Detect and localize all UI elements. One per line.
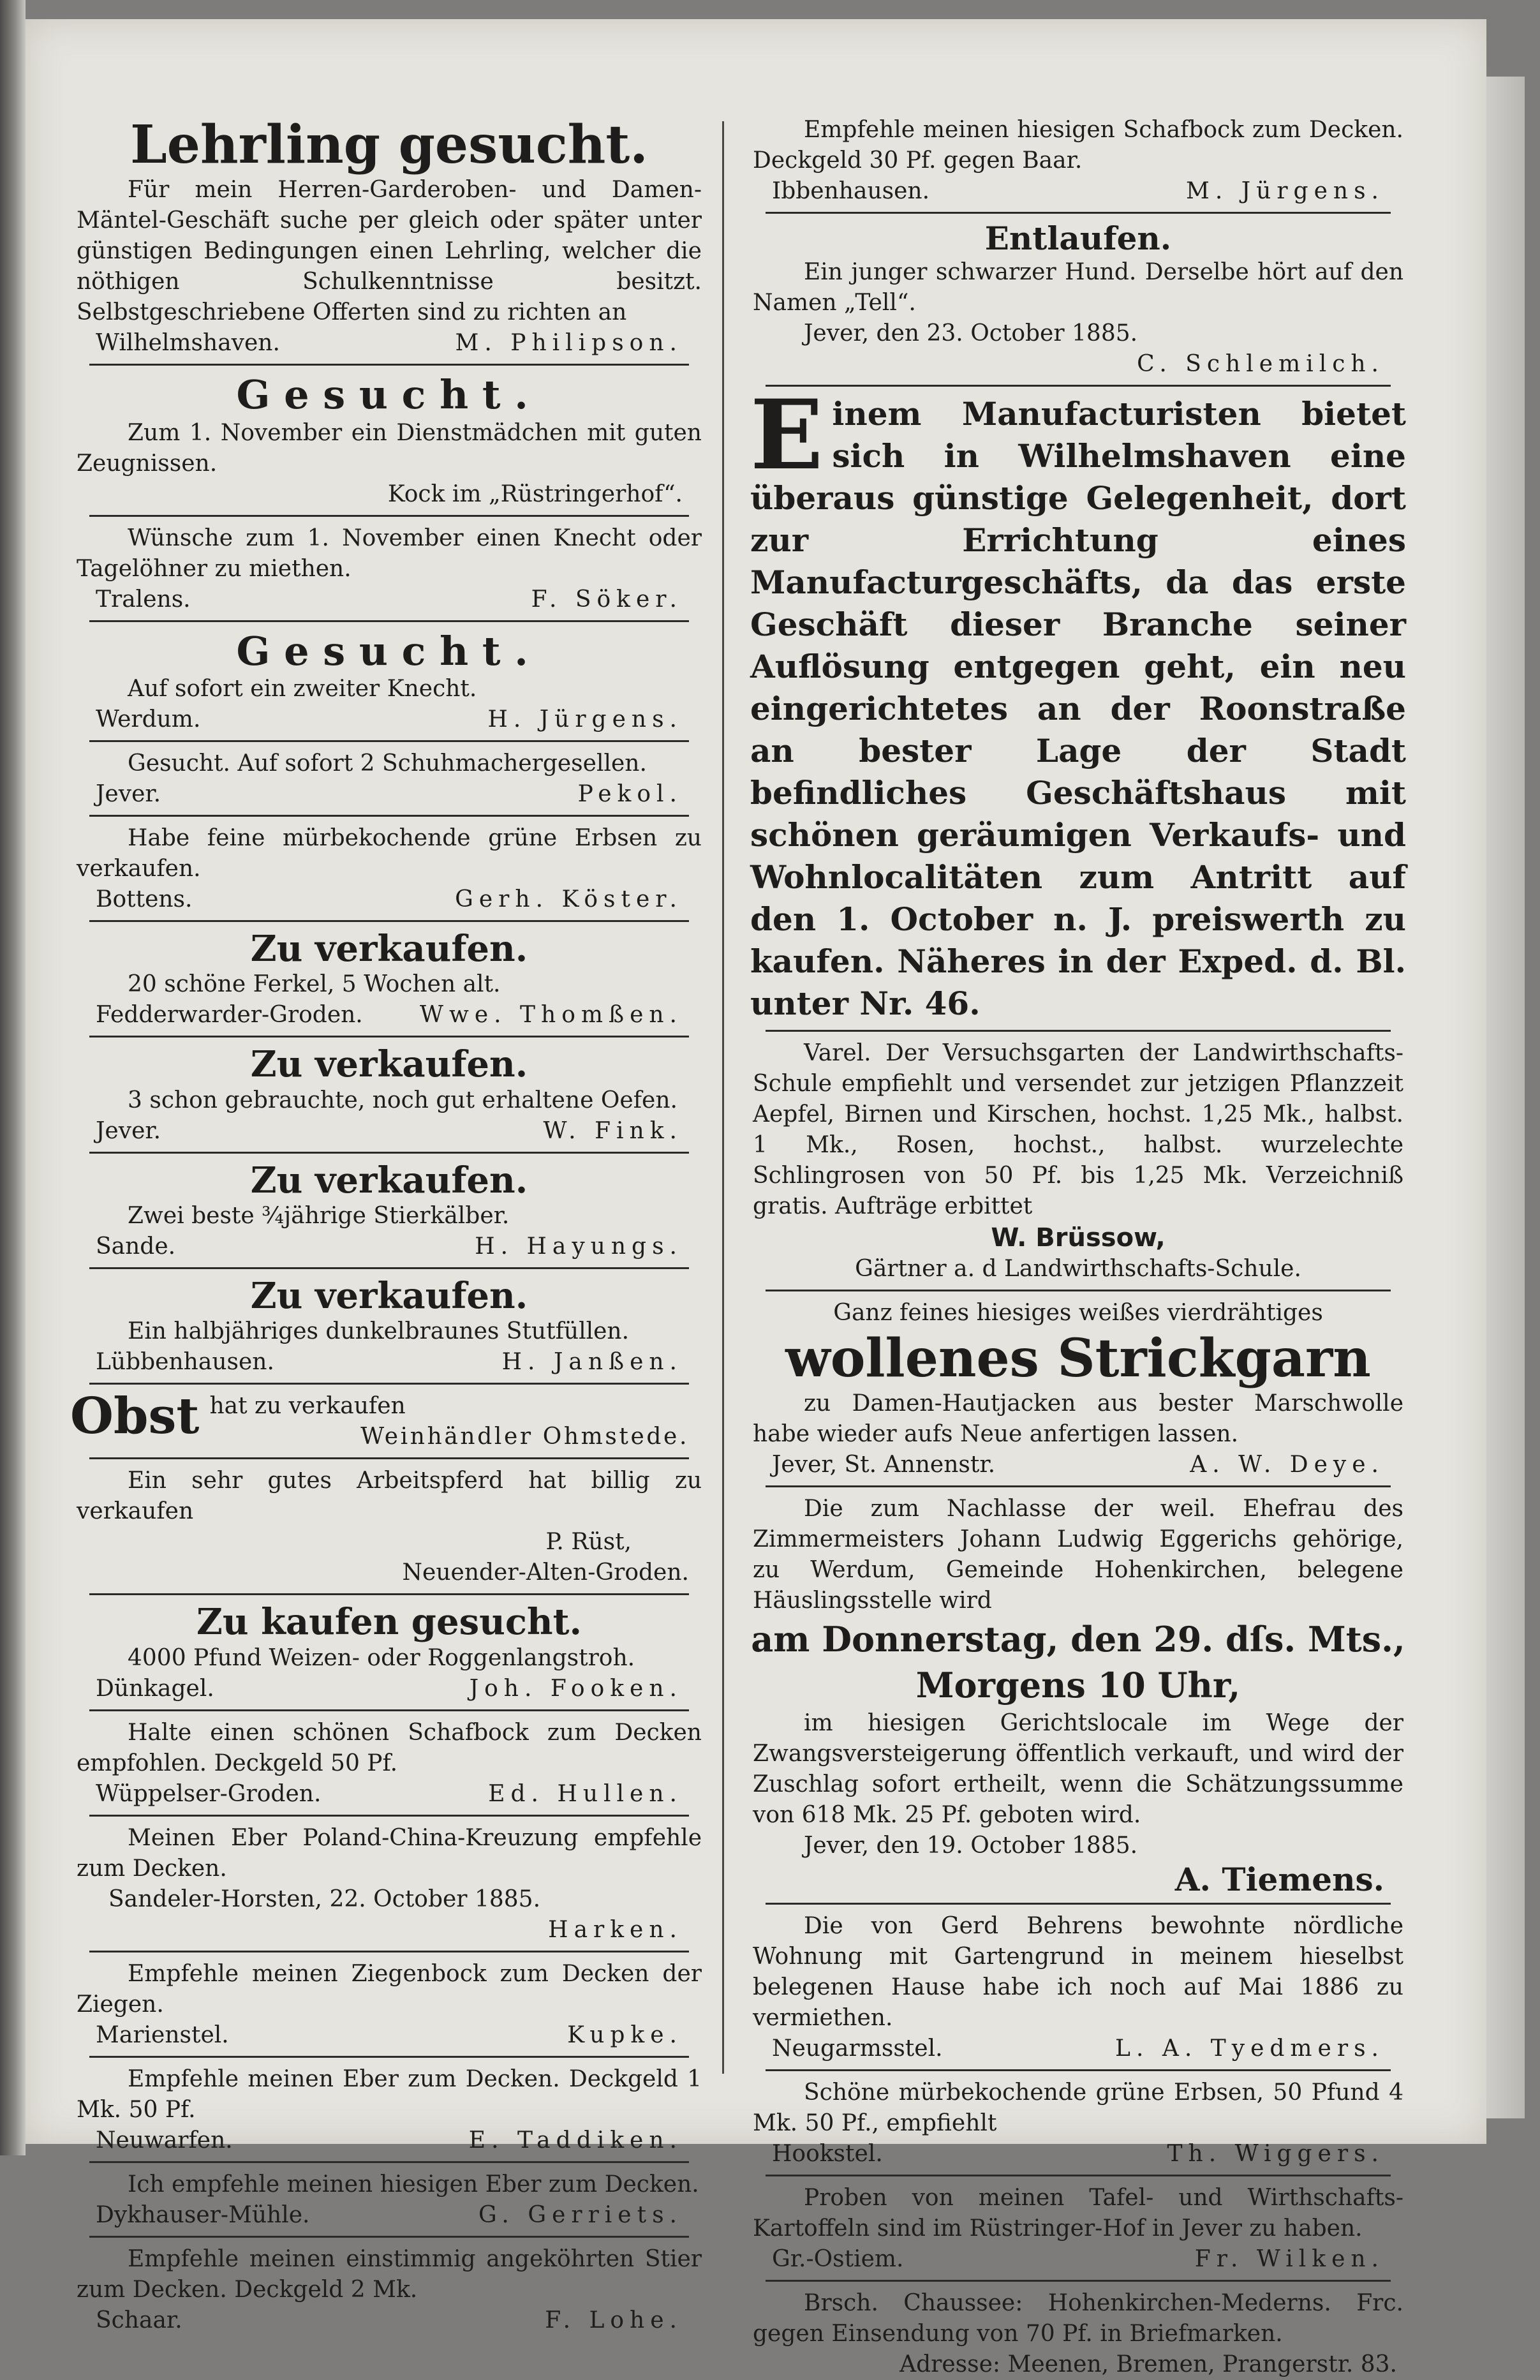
ad-signature: Harken. <box>548 1916 683 1943</box>
ad-place: Bottens. <box>96 886 193 912</box>
ad-signature: W. Brüssow, <box>991 1223 1166 1253</box>
ad-place: Neuender-Alten-Groden. <box>402 1559 689 1586</box>
ad-text: Varel. Der Versuchsgarten der Landwirthschafts-Schule empfiehlt und versendet zur jetzigen Pflanzzeit Aepfel, Birnen und Kirschen, hochst. 1,25 Mk., halbst. 1 Mk., Rosen, hochst., halbst. wurzelechte Schlingrosen von 50 Pf. bis 1,25 Mk. Verzeichniß gratis. Aufträge erbittet <box>753 1039 1403 1219</box>
separator-rule <box>89 2056 689 2058</box>
ad-text: Schöne mürbekochende grüne Erbsen, 50 Pfund 4 Mk. 50 Pf., empfiehlt <box>753 2079 1403 2137</box>
ad-text: hat zu verkaufen <box>209 1393 406 1420</box>
ad-heading: Zu verkaufen. <box>250 1043 528 1086</box>
ad-schafbock-juergens <box>746 115 1410 207</box>
ad-text: zu Damen-Hautjacken aus bester Marschwolle habe wieder aufs Neue anfertigen lassen. <box>753 1390 1403 1447</box>
ad-signature: A. W. Deye. <box>1190 1451 1384 1478</box>
ad-place: Marienstel. <box>96 2021 229 2048</box>
ad-versuchsgarten <box>746 1038 1410 1284</box>
ad-signature-title: Gärtner a. d Landwirthschafts-Schule. <box>855 1255 1301 1282</box>
ad-text: Für mein Herren-Garderoben- und Damen-Mäntel-Geschäft suche per gleich oder später unter günstigen Bedingungen einen Lehrling, welcher die nöthigen Schulkenntnisse besitzt. Selbstgeschriebene Offerten sind zu richten an <box>77 177 702 326</box>
ad-signature: H. Janßen. <box>501 1349 683 1376</box>
ad-kartoffeln <box>746 2183 1410 2275</box>
ad-text: Die zum Nachlasse der weil. Ehefrau des Zimmermeisters Johann Ludwig Eggerichs gehörige, zu Werdum, Gemeinde Hohenkirchen, belegene Häuslingsstelle wird <box>753 1495 1403 1614</box>
ad-text: Ein sehr gutes Arbeitspferd hat billig zu verkaufen <box>77 1468 702 1525</box>
ad-footer <box>96 704 683 735</box>
ad-signature: Kupke. <box>567 2021 683 2048</box>
ad-place: Wüppelser-Groden. <box>96 1780 322 1807</box>
ad-footer <box>772 2034 1384 2064</box>
ad-signature: F. Söker. <box>531 586 683 613</box>
ad-date-line: am Donnerstag, den 29. dſs. Mts., <box>751 1618 1405 1660</box>
ad-entlaufen <box>746 220 1410 380</box>
ad-signature: P. Rüst, <box>545 1529 632 1556</box>
ad-text: im hiesigen Gerichtslocale im Wege der Zwangsversteigerung öffentlich verkauft, und wird der Zuschlag sofort ertheilt, wenn die Schätzungssumme von 618 Mk. 25 Pf. geboten wird. <box>753 1709 1403 1828</box>
ad-text: 3 schon gebrauchte, noch gut erhaltene Oefen. <box>128 1087 677 1113</box>
ad-heading: Zu kaufen gesucht. <box>196 1601 582 1644</box>
column-divider <box>722 121 724 2074</box>
ad-text-block <box>750 378 1406 1025</box>
ad-footer <box>96 1347 683 1378</box>
ad-signature: Fr. Wilken. <box>1194 2246 1384 2273</box>
ad-place: Tralens. <box>96 586 191 613</box>
ad-erbsen-wiggers <box>746 2078 1410 2169</box>
ad-footer <box>772 1450 1384 1480</box>
ad-arbeitspferd <box>70 1466 708 1588</box>
ad-place: Sande. <box>96 1233 176 1260</box>
ad-signature: H. Hayungs. <box>475 1233 683 1260</box>
ad-place: Neugarmsstel. <box>772 2035 943 2062</box>
ad-text: Ein junger schwarzer Hund. Derselbe hört auf den Namen „Tell“. <box>753 258 1403 316</box>
separator-rule <box>89 1709 689 1711</box>
ad-text: Zum 1. November ein Dienstmädchen mit guten Zeugnissen. <box>77 419 702 477</box>
ad-place: Dünkagel. <box>96 1675 214 1702</box>
ad-text: Empfehle meinen Ziegenbock zum Decken der Ziegen. <box>77 1960 702 2018</box>
separator-rule <box>89 1951 689 1952</box>
ad-place: Neuwarfen. <box>96 2127 233 2153</box>
separator-rule <box>89 364 689 366</box>
ad-signature: Wwe. Thomßen. <box>420 1002 683 1029</box>
ad-footer <box>96 1116 683 1147</box>
ad-signature: F. Lohe. <box>545 2307 683 2333</box>
ad-footer <box>96 884 683 915</box>
separator-rule <box>89 1152 689 1154</box>
ad-text: Auf sofort ein zweiter Knecht. <box>128 675 477 702</box>
ad-heading: Obst <box>70 1387 200 1446</box>
ad-heading: Zu verkaufen. <box>250 927 528 970</box>
separator-rule <box>89 1815 689 1817</box>
separator-rule <box>89 2236 689 2238</box>
ad-signature: Ed. Hullen. <box>488 1780 683 1807</box>
ad-gesucht-knecht <box>70 628 708 735</box>
ad-text: Proben von meinen Tafel- und Wirthschafts-Kartoffeln sind im Rüstringer-Hof in Jever zu haben. <box>753 2185 1403 2242</box>
separator-rule <box>89 620 689 622</box>
right-column <box>746 115 1410 2380</box>
ad-date: Jever, den 23. October 1885. <box>804 320 1138 346</box>
separator-rule <box>766 2280 1391 2282</box>
separator-rule <box>89 1267 689 1269</box>
ad-footer <box>96 2200 683 2231</box>
ad-signature: M. Philipson. <box>455 330 683 357</box>
ad-wohnung <box>746 1911 1410 2064</box>
ad-text: Die von Gerd Behrens bewohnte nördliche Wohnung mit Gartengrund in meinem hieselbst belegenen Hause habe ich noch auf Mai 1886 zu vermiethen. <box>753 1913 1403 2032</box>
ad-time-line: Morgens 10 Uhr, <box>915 1664 1241 1706</box>
ad-signature: Th. Wiggers. <box>1167 2141 1384 2168</box>
ad-text: 20 schöne Ferkel, 5 Wochen alt. <box>128 971 501 998</box>
ad-kaufen-gesucht <box>70 1602 708 1704</box>
ad-footer <box>772 2139 1384 2169</box>
ad-date: Sandeler-Horsten, 22. October 1885. <box>108 1885 541 1912</box>
ad-footer <box>96 2125 683 2156</box>
ad-signature: L. A. Tyedmers. <box>1115 2035 1384 2062</box>
page-edge <box>1486 77 1525 2118</box>
ad-footer <box>772 2244 1384 2275</box>
ad-place: Hookstel. <box>772 2141 883 2168</box>
ad-place: Fedderwarder-Groden. <box>96 1002 363 1029</box>
separator-rule <box>766 1903 1391 1905</box>
ad-place: Jever, St. Annenstr. <box>772 1451 996 1478</box>
ad-chaussee <box>746 2288 1410 2380</box>
separator-rule <box>766 2175 1391 2176</box>
separator-rule <box>89 515 689 517</box>
ad-heading: Entlaufen. <box>984 219 1172 257</box>
ad-heading: Zu verkaufen. <box>250 1159 528 1201</box>
ad-signature: W. Fink. <box>543 1117 683 1144</box>
ad-text: Ein halbjähriges dunkelbraunes Stutfüllen. <box>128 1318 630 1345</box>
ad-intro: Ganz feines hiesiges weißes vierdrähtiges <box>833 1299 1323 1326</box>
ad-place: Werdum. <box>96 706 201 733</box>
ad-text: Ich empfehle meinen hiesigen Eber zum Decken. <box>128 2171 699 2198</box>
ad-text: Empfehle meinen hiesigen Schafbock zum Decken. Deckgeld 30 Pf. gegen Baar. <box>753 117 1403 174</box>
left-column <box>70 115 708 2336</box>
ad-eber-harken <box>70 1823 708 1945</box>
ad-strickgarn <box>746 1298 1410 1480</box>
ad-heading: Gesucht. <box>236 627 542 674</box>
ad-dropcap: E <box>750 378 824 491</box>
ad-text: 4000 Pfund Weizen- oder Roggenlangstroh. <box>128 1644 635 1671</box>
separator-rule <box>89 1036 689 1038</box>
ad-zwangsversteigerung <box>746 1494 1410 1898</box>
ad-heading: Gesucht. <box>236 371 542 419</box>
ad-signature: G. Gerriets. <box>478 2201 683 2228</box>
ad-signature: C. Schlemilch. <box>1137 350 1384 377</box>
ad-footer <box>96 1231 683 1262</box>
separator-rule <box>766 212 1391 214</box>
ad-signature: Pekol. <box>577 780 683 807</box>
separator-rule <box>89 740 689 742</box>
ad-text: Empfehle meinen einstimmig angeköhrten Stier zum Decken. Deckgeld 2 Mk. <box>77 2245 702 2303</box>
ad-ziegenbock <box>70 1959 708 2051</box>
ad-text: Empfehle meinen Eber zum Decken. Deckgeld 1 Mk. 50 Pf. <box>77 2065 702 2123</box>
ad-signature: A. Tiemens. <box>1174 1860 1384 1898</box>
ad-footer <box>96 584 683 615</box>
ad-verkaufen-stierkaelber <box>70 1160 708 1262</box>
ad-verkaufen-stutfuellen <box>70 1276 708 1378</box>
ad-gesucht-dienstmaedchen <box>70 372 708 509</box>
ad-place: Gr.-Ostiem. <box>772 2246 904 2273</box>
ad-eber-gerriets <box>70 2169 708 2231</box>
ad-signature: E. Taddiken. <box>468 2127 683 2153</box>
newspaper-page <box>26 19 1486 2378</box>
ad-knecht-tageloehner <box>70 523 708 615</box>
separator-rule <box>766 385 1391 387</box>
ad-signature: M. Jürgens. <box>1185 178 1384 204</box>
ad-verkaufen-ferkel <box>70 928 708 1030</box>
ad-stier-lohe <box>70 2244 708 2336</box>
ad-text: Meinen Eber Poland-China-Kreuzung empfehle zum Decken. <box>77 1824 702 1882</box>
ad-heading: Zu verkaufen. <box>250 1275 528 1318</box>
separator-rule <box>766 2069 1391 2071</box>
ad-signature: Gerh. Köster. <box>455 886 683 912</box>
separator-rule <box>89 920 689 922</box>
ad-manufacturist <box>746 378 1410 1025</box>
ad-text: Habe feine mürbekochende grüne Erbsen zu verkaufen. <box>77 824 702 882</box>
separator-rule <box>766 1030 1391 1032</box>
ad-footer <box>96 2305 683 2336</box>
separator-rule <box>766 1485 1391 1487</box>
ad-address: Adresse: Meenen, Bremen, Prangerstr. 83. <box>900 2351 1397 2378</box>
ad-text: Gesucht. Auf sofort 2 Schuhmachergesellen. <box>128 750 647 777</box>
ad-heading: wollenes Strickgarn <box>785 1327 1371 1389</box>
ad-text: Halte einen schönen Schafbock zum Decken empfohlen. Deckgeld 50 Pf. <box>77 1719 702 1776</box>
ad-place: Jever. <box>96 780 161 807</box>
separator-rule <box>766 1290 1391 1291</box>
ad-schuhmachergesellen <box>70 748 708 810</box>
ad-erbsen-bottens <box>70 823 708 915</box>
ad-text: Wünsche zum 1. November einen Knecht oder Tagelöhner zu miethen. <box>77 524 702 582</box>
ad-text: inem Manufacturisten bietet sich in Wilhelmshaven eine überaus günstige Gelegenheit, dort zur Errichtung eines Manufacturgeschäfts, da das erste Geschäft dieser Branche seiner Auflösung entgegen geht, ein neu eingerichtetes an der Roonstraße an bester Lage der Stadt befindliches Geschäftshaus mit schönen geräumigen Verkaufs- und Wohnlocalitäten zum Antritt auf den 1. October n. J. preiswerth zu kaufen. Näheres in der Exped. d. Bl. unter Nr. 46. <box>750 394 1406 1022</box>
ad-place: Ibbenhausen. <box>772 178 930 204</box>
ad-date: Jever, den 19. October 1885. <box>804 1832 1138 1859</box>
ad-lehrling-gesucht <box>70 115 708 359</box>
ad-place: Jever. <box>96 1117 161 1144</box>
ad-signature: Weinhändler Ohmstede. <box>360 1424 689 1450</box>
ad-footer <box>96 779 683 810</box>
ad-signature: Kock im „Rüstringerhof“. <box>387 480 683 507</box>
ad-text: Brsch. Chaussee: Hohenkirchen-Mederns. Frc. gegen Einsendung von 70 Pf. in Briefmarken. <box>753 2290 1403 2347</box>
ad-footer <box>96 1779 683 1810</box>
separator-rule <box>89 1383 689 1385</box>
ad-schafbock-hullen <box>70 1718 708 1810</box>
ad-text-block <box>209 1391 708 1452</box>
ad-signature: Joh. Fooken. <box>469 1675 683 1702</box>
separator-rule <box>89 815 689 817</box>
ad-place: Wilhelmshaven. <box>96 330 280 357</box>
separator-rule <box>89 1457 689 1459</box>
separator-rule <box>89 1593 689 1595</box>
ad-heading: Lehrling gesucht. <box>130 114 648 175</box>
ad-footer <box>96 1674 683 1704</box>
ad-place: Schaar. <box>96 2307 182 2333</box>
ad-footer <box>96 1000 683 1030</box>
ad-obst <box>70 1387 708 1452</box>
ad-eber-taddiken <box>70 2064 708 2156</box>
ad-footer <box>96 328 683 359</box>
ad-text: Zwei beste ¾jährige Stierkälber. <box>128 1203 510 1230</box>
ad-place: Dykhauser-Mühle. <box>96 2201 310 2228</box>
ad-place: Lübbenhausen. <box>96 1349 274 1376</box>
ad-footer <box>96 2020 683 2051</box>
book-spine <box>0 0 26 2155</box>
ad-verkaufen-oefen <box>70 1044 708 1146</box>
separator-rule <box>89 2161 689 2163</box>
ad-footer <box>772 176 1384 207</box>
ad-signature: H. Jürgens. <box>487 706 683 733</box>
